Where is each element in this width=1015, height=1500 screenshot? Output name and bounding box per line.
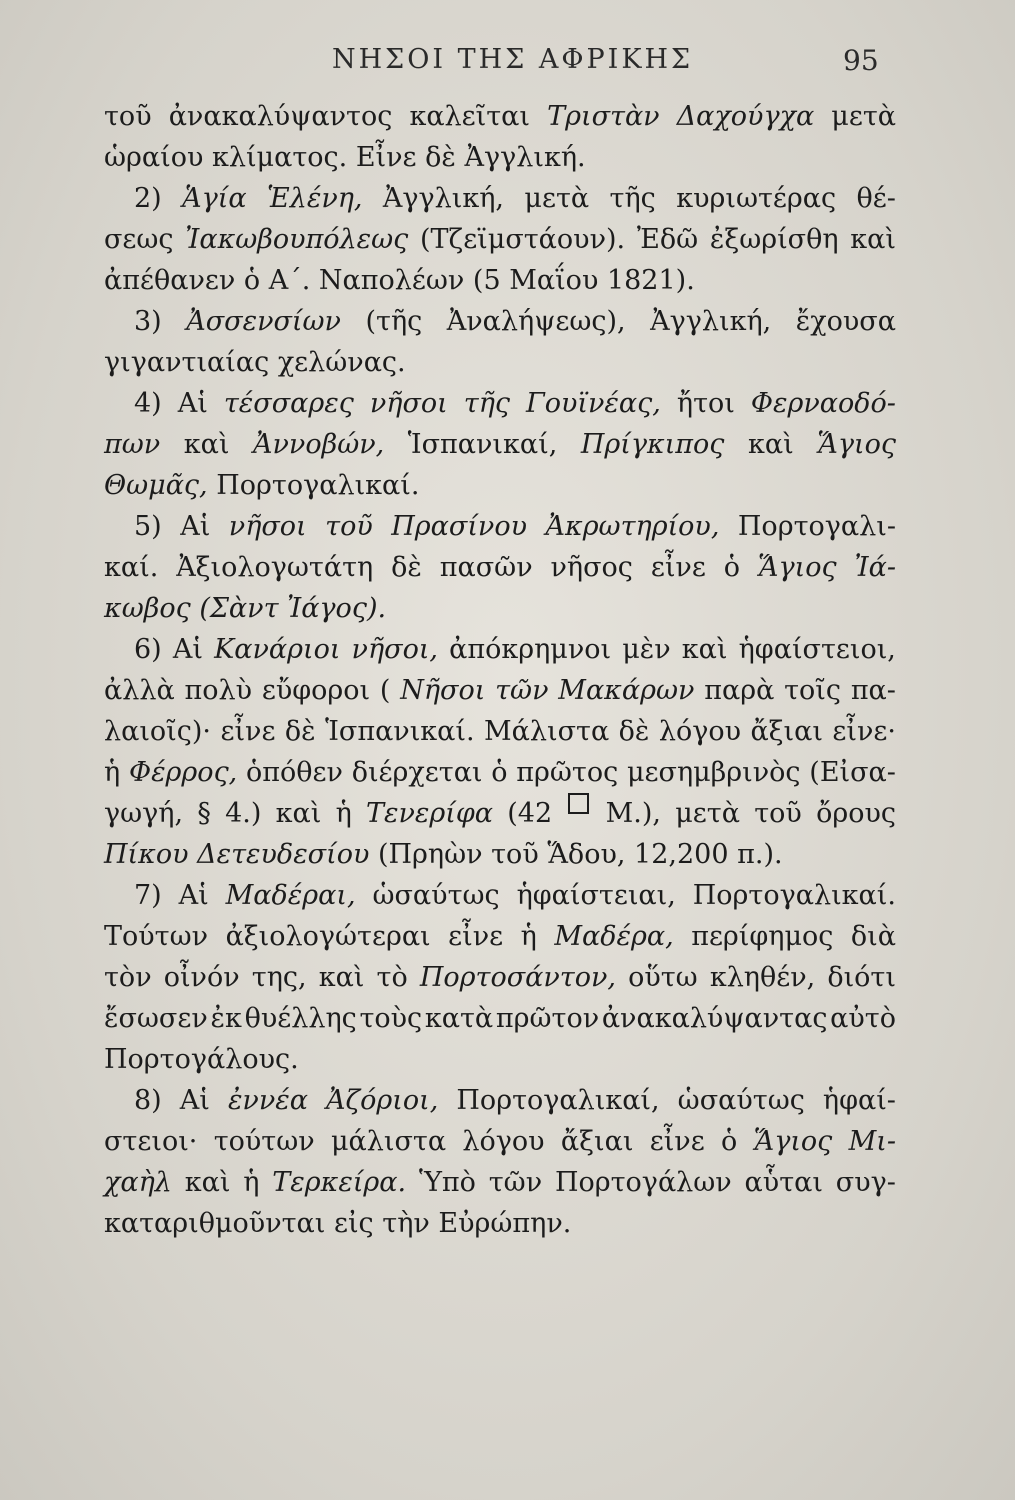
word: (Σὰντ bbox=[199, 593, 279, 624]
word: τοῦ bbox=[104, 101, 152, 132]
text-line bbox=[104, 137, 896, 178]
word: Ἰάγος). bbox=[287, 593, 387, 624]
text-line bbox=[104, 793, 896, 834]
text-line bbox=[104, 1080, 896, 1121]
word: δὲ bbox=[391, 552, 422, 583]
word: ἐκ bbox=[210, 1003, 242, 1034]
text-line bbox=[104, 178, 896, 219]
word: Ἀγγλική, bbox=[382, 183, 505, 214]
word: διὰ bbox=[850, 921, 896, 952]
word: Πίκου bbox=[104, 839, 189, 870]
text-line bbox=[104, 916, 896, 957]
word: 7) bbox=[134, 880, 162, 911]
text-line bbox=[104, 465, 896, 506]
word: οἶνόν bbox=[163, 962, 240, 993]
text-line bbox=[104, 547, 896, 588]
word: (τῆς bbox=[365, 306, 423, 337]
word: Θωμᾶς, bbox=[104, 470, 208, 501]
word: κλίματος. bbox=[211, 142, 348, 173]
word: ἐξωρίσθη bbox=[709, 224, 839, 255]
text-line bbox=[104, 670, 896, 711]
word: ἡφαί- bbox=[822, 1085, 896, 1116]
word: Αἱ bbox=[180, 511, 211, 542]
word: περίφημος bbox=[691, 921, 834, 952]
text-line bbox=[104, 1203, 896, 1244]
word: Φερναοδό- bbox=[750, 388, 896, 419]
word: Πορτογαλικαί. bbox=[216, 470, 420, 501]
word: Φέρρος, bbox=[128, 757, 238, 788]
text-line bbox=[104, 998, 896, 1039]
word: καὶ bbox=[183, 429, 230, 460]
text-line bbox=[104, 260, 896, 301]
word: εἶνε bbox=[650, 552, 706, 583]
text-line bbox=[104, 342, 896, 383]
word: Αἱ bbox=[179, 1085, 210, 1116]
word: κυριωτέρας bbox=[676, 183, 837, 214]
word: τοῦ bbox=[491, 839, 539, 870]
word: 3) bbox=[134, 306, 162, 337]
text-line bbox=[104, 957, 896, 998]
word: ἄξιαι bbox=[560, 1126, 634, 1157]
word: ἀπόκρημνοι bbox=[449, 634, 612, 665]
word: τῆς bbox=[609, 183, 656, 214]
word: εἶνε bbox=[220, 716, 276, 747]
word: καταριθμοῦνται bbox=[104, 1208, 326, 1239]
word: Εἶνε bbox=[355, 142, 417, 173]
word: 4) bbox=[134, 388, 162, 419]
word: Α΄. bbox=[268, 265, 311, 296]
word: Ἅδου, bbox=[547, 839, 626, 870]
word: εἶνε bbox=[649, 1126, 705, 1157]
word: πρῶτος bbox=[516, 757, 619, 788]
word: Ἁγία bbox=[182, 183, 247, 214]
word: ἄξιαι bbox=[750, 716, 823, 747]
word: ὁ bbox=[491, 757, 508, 788]
word: δὲ bbox=[284, 716, 316, 747]
square-symbol-icon bbox=[568, 793, 589, 814]
word: εἰς bbox=[333, 1208, 374, 1239]
word: Ἀγγλική. bbox=[464, 142, 586, 173]
text-line bbox=[104, 219, 896, 260]
word: Αἱ bbox=[177, 388, 208, 419]
word: νῆσος bbox=[550, 552, 633, 583]
word: ἀλλὰ bbox=[104, 675, 175, 706]
word: τῶν bbox=[488, 1167, 543, 1198]
word: ὄρους bbox=[816, 798, 896, 829]
text-line bbox=[104, 588, 896, 629]
word: Πορτοσάντον, bbox=[419, 962, 616, 993]
word: Μαδέραι, bbox=[225, 880, 356, 911]
page-header bbox=[0, 44, 1015, 84]
word: Εὐρώπην. bbox=[438, 1208, 572, 1239]
word: 5) bbox=[134, 511, 162, 542]
body-text bbox=[104, 96, 896, 1244]
word: 12,200 bbox=[634, 839, 729, 870]
word: δὲ bbox=[618, 716, 650, 747]
word: μὲν bbox=[622, 634, 671, 665]
word: Τριστὰν bbox=[547, 101, 660, 132]
word: ὁ bbox=[723, 552, 740, 583]
word: νῆσοι bbox=[369, 388, 448, 419]
word: Νῆσοι bbox=[400, 675, 486, 706]
word: μάλιστα bbox=[330, 1126, 447, 1157]
word: κληθέν, bbox=[709, 962, 816, 993]
word: τοὺς bbox=[359, 1003, 423, 1034]
word: Πορτογαλικαί, bbox=[456, 1085, 660, 1116]
word: Δετευδεσίου bbox=[197, 839, 370, 870]
word: Τούτων bbox=[104, 921, 209, 952]
text-line bbox=[104, 711, 896, 752]
word: Ἀκρωτηρίου, bbox=[545, 511, 720, 542]
word: 1821). bbox=[606, 265, 695, 296]
word: Ἑλένη, bbox=[267, 183, 363, 214]
word: ὁ bbox=[243, 265, 261, 296]
word: Κανάριοι bbox=[214, 634, 341, 665]
word: Ἰά- bbox=[854, 552, 896, 583]
word: στειοι· bbox=[104, 1126, 198, 1157]
word: τῶν bbox=[495, 675, 549, 706]
word: (Εἰσα- bbox=[809, 757, 896, 788]
word: ὡραίου bbox=[104, 142, 204, 173]
page-number: 95 bbox=[843, 44, 879, 77]
word: ἀνακαλύψαντας bbox=[601, 1003, 828, 1034]
word: Μακάρων bbox=[558, 675, 695, 706]
word: Ἅγιος bbox=[757, 552, 837, 583]
word: 2) bbox=[134, 183, 162, 214]
word: (5 bbox=[472, 265, 501, 296]
text-line bbox=[104, 834, 896, 875]
word: θέ- bbox=[856, 183, 896, 214]
word: κατὰ bbox=[424, 1003, 494, 1034]
word: Πορτογαλικαί. bbox=[692, 880, 896, 911]
word: Μ.), bbox=[605, 798, 661, 829]
word: γωγή, bbox=[104, 798, 184, 829]
word: αὐτὸ bbox=[830, 1003, 896, 1034]
text-line bbox=[104, 301, 896, 342]
text-line bbox=[104, 1121, 896, 1162]
word: εἶνε· bbox=[832, 716, 896, 747]
running-head: ΝΗΣΟΙ ΤΗΣ ΑΦΡΙΚΗΣ bbox=[332, 44, 694, 75]
word: λόγου bbox=[462, 1126, 545, 1157]
word: ἡ bbox=[335, 798, 352, 829]
word: Αἱ bbox=[172, 634, 203, 665]
word: ἡ bbox=[243, 1167, 260, 1198]
word: Τενερίφα bbox=[366, 798, 493, 829]
word: Ἀγγλική, bbox=[650, 306, 772, 337]
word: Ἀναλήψεως), bbox=[446, 306, 626, 337]
word: ἔσωσεν bbox=[104, 1003, 208, 1034]
word: Ναπολέων bbox=[318, 265, 465, 296]
text-line bbox=[104, 629, 896, 670]
word: Μάλιστα bbox=[484, 716, 610, 747]
word: Αἱ bbox=[178, 880, 209, 911]
word: (Τζεϊμστάουν). bbox=[420, 224, 626, 255]
word: 6) bbox=[134, 634, 162, 665]
word: αὗται bbox=[744, 1167, 823, 1198]
word: πων bbox=[104, 429, 161, 460]
word: ἀνακαλύψαντος bbox=[168, 101, 393, 132]
word: πολὺ bbox=[184, 675, 253, 706]
word: ἡφαίστειοι, bbox=[738, 634, 896, 665]
word: θυέλλης bbox=[244, 1003, 357, 1034]
word: ὡσαύτως bbox=[372, 880, 500, 911]
word: Πορτογάλους. bbox=[104, 1044, 299, 1075]
word: ἡ bbox=[104, 757, 121, 788]
word: τοῖς bbox=[784, 675, 842, 706]
word: καὶ bbox=[318, 962, 365, 993]
word: λαιοῖς)· bbox=[104, 716, 212, 747]
word: Ἀξιολογωτάτη bbox=[176, 552, 374, 583]
word: ἔχουσα bbox=[795, 306, 896, 337]
word: Τερκείρα. bbox=[272, 1167, 407, 1198]
word: § bbox=[197, 798, 211, 829]
word: Ἅγιος bbox=[817, 429, 896, 460]
word: κωβος bbox=[104, 593, 191, 624]
word: οὕτω bbox=[628, 962, 698, 993]
word: ἀπέθανεν bbox=[104, 265, 236, 296]
word: καλεῖται bbox=[409, 101, 531, 132]
word: τοῦ bbox=[325, 511, 373, 542]
word: Ἱσπανικαί. bbox=[325, 716, 475, 747]
word: τὴν bbox=[382, 1208, 430, 1239]
word: παρὰ bbox=[704, 675, 775, 706]
word: μεσημβρινὸς bbox=[626, 757, 801, 788]
word: Ἀννοβών, bbox=[253, 429, 385, 460]
word: ἡ bbox=[520, 921, 537, 952]
word: ἡφαίστειαι, bbox=[516, 880, 676, 911]
word: τούτων bbox=[213, 1126, 315, 1157]
word: (42 bbox=[507, 798, 553, 829]
word: χαὴλ bbox=[104, 1167, 172, 1198]
word: Ἀσσενσίων bbox=[186, 306, 341, 337]
word: δὲ bbox=[425, 142, 456, 173]
word: ὁπόθεν bbox=[246, 757, 343, 788]
word: Πρασίνου bbox=[391, 511, 527, 542]
word: Δαχούγχα bbox=[676, 101, 815, 132]
word: πρῶτον bbox=[495, 1003, 600, 1034]
word: τοῦ bbox=[754, 798, 802, 829]
word: τὸ bbox=[376, 962, 408, 993]
word: Ἐδῶ bbox=[636, 224, 699, 255]
word: εὔφοροι bbox=[261, 675, 371, 706]
text-line bbox=[104, 96, 896, 137]
word: Γουϊνέας, bbox=[526, 388, 661, 419]
word: Ὑπὸ bbox=[418, 1167, 476, 1198]
word: καὶ bbox=[184, 1167, 231, 1198]
word: μετὰ bbox=[675, 798, 740, 829]
word: πασῶν bbox=[439, 552, 533, 583]
word: λόγου bbox=[658, 716, 742, 747]
word: Ἰακωβουπόλεως bbox=[185, 224, 409, 255]
word: χελώνας. bbox=[277, 347, 406, 378]
word: Μαΐου bbox=[509, 265, 599, 296]
text-line bbox=[104, 506, 896, 547]
word: γιγαντιαίας bbox=[104, 347, 270, 378]
text-line bbox=[104, 1162, 896, 1203]
word: νῆσοι, bbox=[351, 634, 438, 665]
word: ( bbox=[379, 675, 391, 706]
word: διέρχεται bbox=[351, 757, 483, 788]
word: Πρίγκιπος bbox=[580, 429, 725, 460]
text-line bbox=[104, 383, 896, 424]
word: 8) bbox=[134, 1085, 162, 1116]
word: καὶ bbox=[681, 634, 728, 665]
word: Πορτογαλι- bbox=[737, 511, 896, 542]
word: καὶ bbox=[275, 798, 322, 829]
word: εἶνε bbox=[448, 921, 504, 952]
word: (Πρηὼν bbox=[377, 839, 483, 870]
word: πα- bbox=[850, 675, 896, 706]
word: ἐννέα bbox=[227, 1085, 308, 1116]
word: μετὰ bbox=[831, 101, 896, 132]
word: της, bbox=[251, 962, 307, 993]
word: τέσσαρες bbox=[223, 388, 354, 419]
text-line bbox=[104, 875, 896, 916]
text-line bbox=[104, 1039, 896, 1080]
word: τῆς bbox=[463, 388, 511, 419]
word: ὁ bbox=[721, 1126, 738, 1157]
word: Ἅγιος bbox=[753, 1126, 833, 1157]
word: π.). bbox=[737, 839, 783, 870]
word: Μι- bbox=[848, 1126, 896, 1157]
word: καί. bbox=[104, 552, 159, 583]
word: ὡσαύτως bbox=[677, 1085, 805, 1116]
text-line bbox=[104, 424, 896, 465]
text-line bbox=[104, 752, 896, 793]
word: καὶ bbox=[747, 429, 794, 460]
word: ἀξιολογώτεραι bbox=[225, 921, 431, 952]
word: νῆσοι bbox=[228, 511, 307, 542]
word: τὸν bbox=[104, 962, 152, 993]
word: ἤτοι bbox=[676, 388, 735, 419]
word: Μαδέρα, bbox=[554, 921, 674, 952]
word: μετὰ bbox=[524, 183, 590, 214]
word: σεως bbox=[104, 224, 174, 255]
word: Ἀζόριοι, bbox=[326, 1085, 439, 1116]
word: Ἱσπανικαί, bbox=[407, 429, 558, 460]
word: 4.) bbox=[225, 798, 262, 829]
word: Πορτογάλων bbox=[554, 1167, 732, 1198]
word: καὶ bbox=[850, 224, 896, 255]
word: συγ- bbox=[835, 1167, 896, 1198]
word: διότι bbox=[827, 962, 896, 993]
